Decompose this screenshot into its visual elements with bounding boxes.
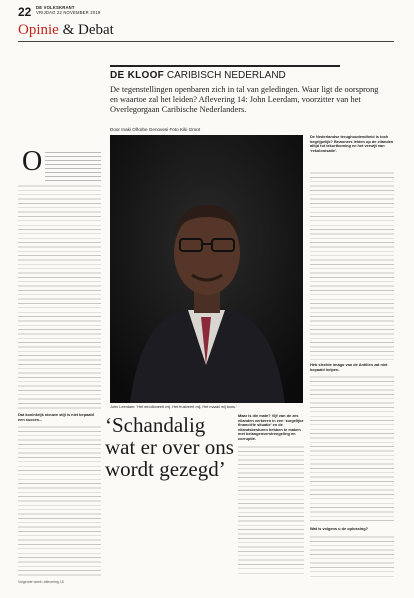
section-title-a: Opinie [18, 22, 59, 38]
section-title [18, 22, 114, 39]
page-number: 22 [18, 5, 32, 19]
series-topic: CARIBISCH NEDERLAND [166, 70, 286, 81]
portrait-illustration [110, 135, 303, 403]
series-name: DE KLOOF [110, 70, 165, 81]
column-4-subheading-3: Wat is volgens u de oplossing? [310, 526, 369, 531]
column-3-text [238, 444, 304, 576]
section-title-b: Debat [78, 22, 114, 38]
series-rule [110, 65, 340, 67]
masthead [36, 5, 100, 15]
issue-date: VRIJDAG 22 NOVEMBER 2019 [36, 10, 101, 15]
paper-name: DE VOLKSKRANT [36, 5, 75, 10]
column-4-subheading-1: De Nederlandse terughoudendheid is toch begrijpelijk? Bewoners leiden op de eilanden altijd tot tekortkoming en het verwijt van ‘rekolonisatie’. [310, 134, 394, 153]
pull-quote: ‘Schandalig wat er over ons wordt gezegd’ [105, 413, 234, 481]
footnote: Volgende week: aflevering 15 [18, 580, 64, 584]
portrait-photo [110, 135, 303, 403]
column-1-text [18, 183, 101, 411]
byline: Door Inaki Oñorbe Genovesi Foto Kiki Groot [110, 127, 201, 132]
column-1-text-top [45, 150, 101, 182]
column-1-text-bottom [18, 424, 101, 576]
column-1-subheading: Dat koninkrijk nieuwe stijl is niet bepaald een succes... [18, 413, 101, 422]
header-rule [18, 41, 394, 42]
article-intro: De tegenstellingen openbaren zich in tal van geledingen. Waar ligt de oorsprong en waartoe zal het leiden? Aflevering 14: John Leerdam, voorzitter van het Overlegorgaan Caribische Nederlanders. [110, 85, 379, 114]
drop-cap: O [22, 146, 43, 177]
column-4-subheading-2: Heb slechte imago van de Antillen zat niet bepaald helpen. [310, 362, 388, 372]
column-4-text-3 [310, 534, 394, 578]
section-title-amp: & [58, 22, 78, 38]
column-4-text-1 [310, 170, 394, 360]
column-4-text-2 [310, 374, 394, 524]
photo-caption: John Leerdam: ‘Het emotioneert mij. Het frustreert mij. Het maakt mij boos.’ [110, 405, 237, 409]
column-3-subheading: Maar is die mate? Vijf van de zes eilanden verkeren in een ‘zorgelijke financiële situatie’ en de eilandsbesturen hebben te maken met belangenverstrengeling en corruptie. [238, 413, 304, 441]
series-heading [110, 70, 286, 81]
